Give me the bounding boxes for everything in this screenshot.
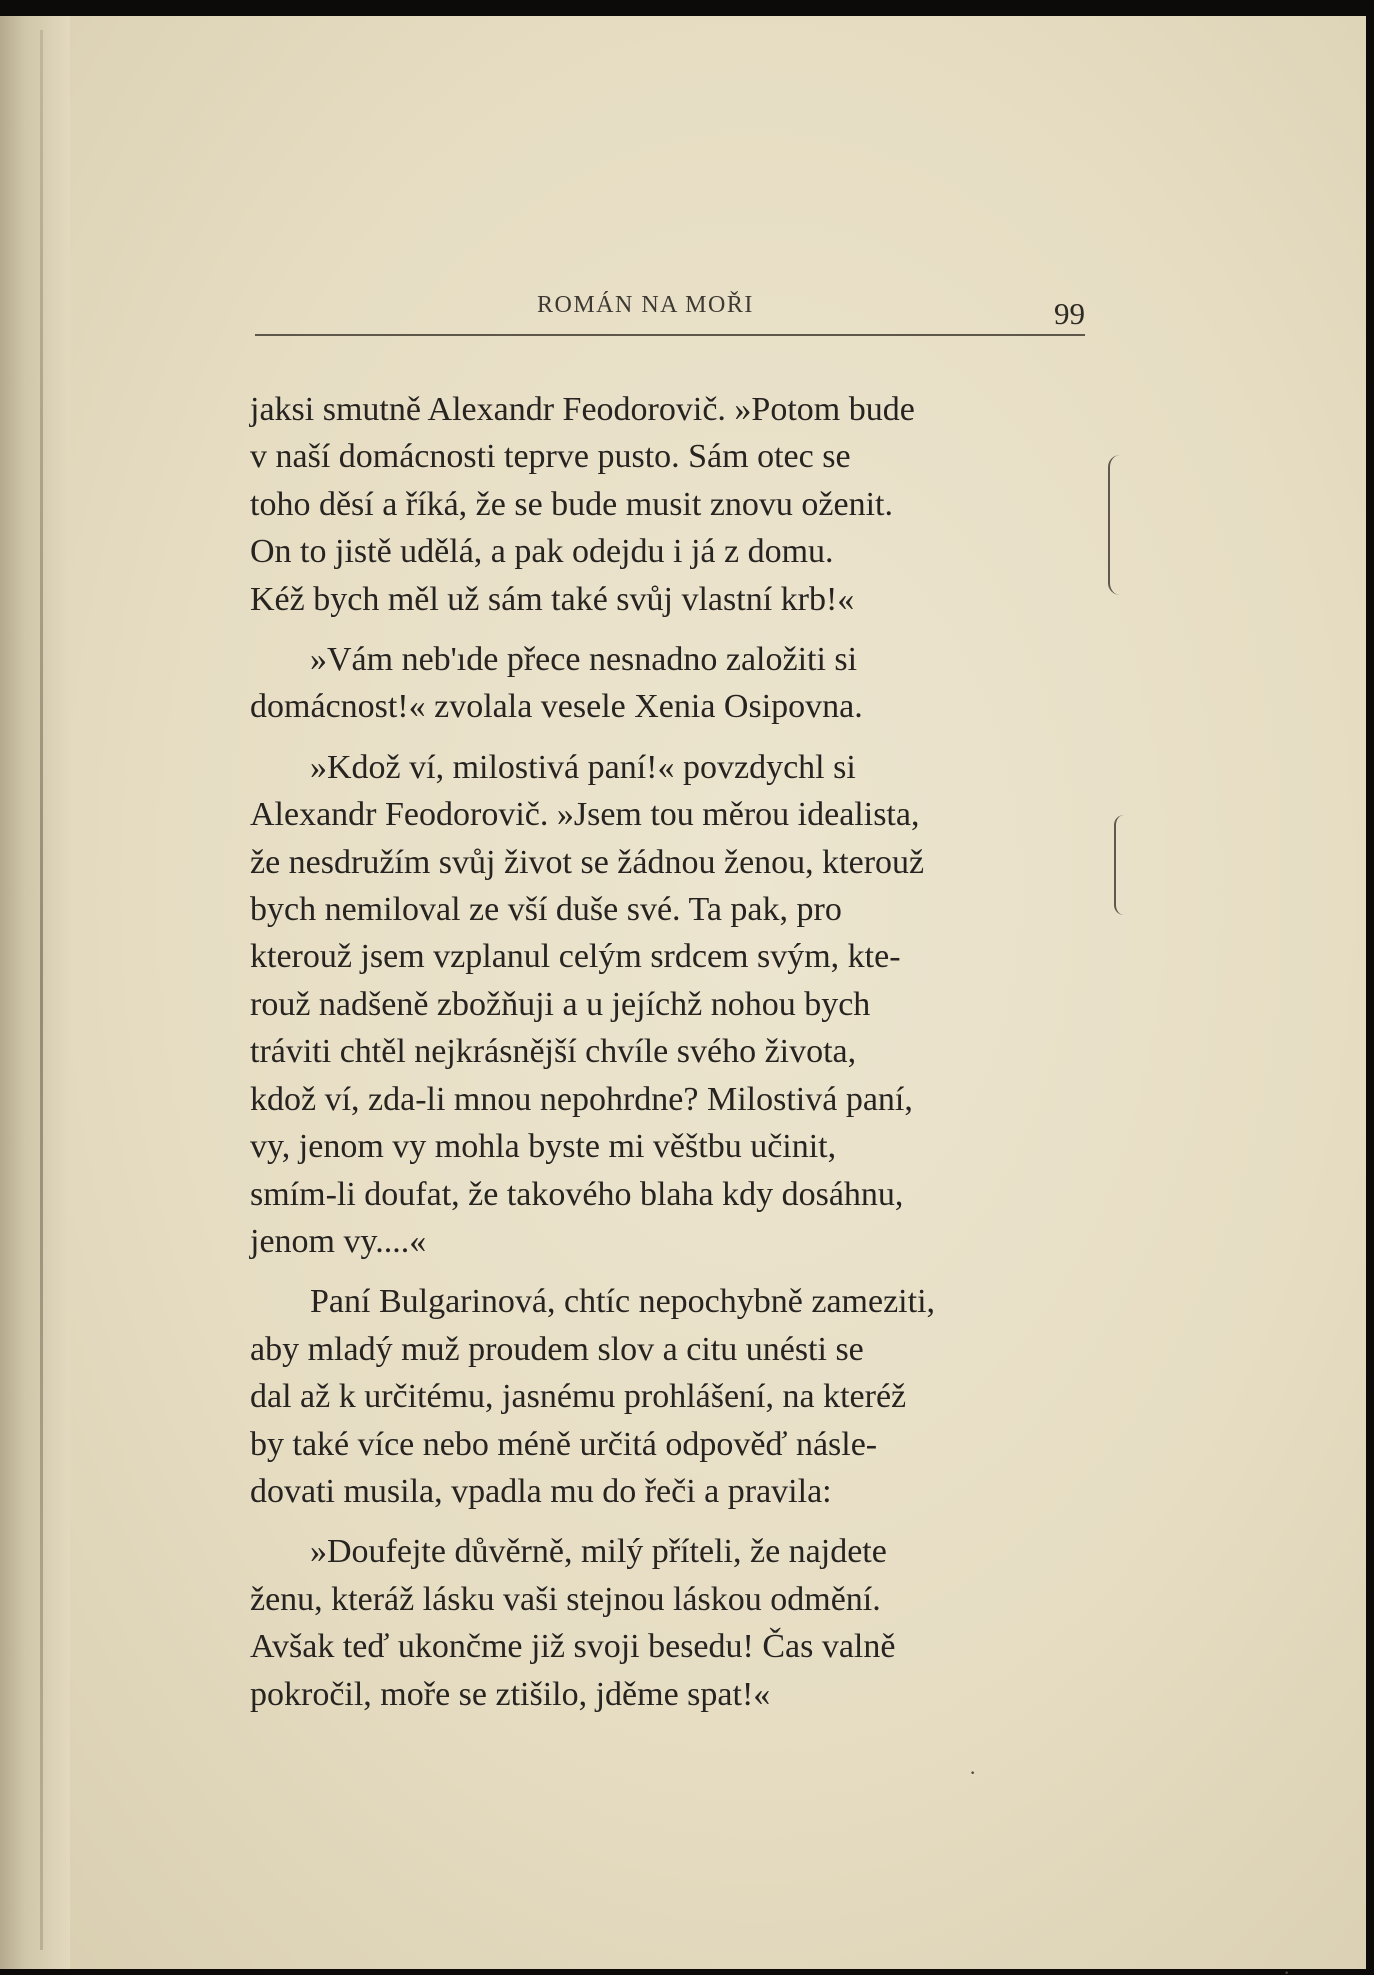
page-number: 99 [1054,296,1085,331]
paragraph [250,636,1086,731]
text-line: Kéž bych měl už sám také svůj vlastní krb!« [250,580,855,618]
text-line: by také více nebo méně určitá odpověď násle- [250,1425,878,1463]
text-line: v naší domácnosti teprve pusto. Sám otec se [250,438,851,476]
paragraph [250,1278,1086,1515]
running-title: ROMÁN NA MOŘI [537,292,754,318]
text-line: dovati musila, vpadla mu do řeči a pravila: [250,1472,832,1510]
text-line: kterouž jsem vzplanul celým srdcem svým, kte- [250,938,901,976]
paragraph [250,1528,1086,1718]
text-line: On to jistě udělá, a pak odejdu i já z domu. [250,533,834,571]
text-line: rouž nadšeně zbožňuji a u jejíchž nohou bych [250,985,871,1023]
text-line: ženu, kteráž lásku vaši stejnou láskou odmění. [250,1580,881,1618]
scan-border-top [0,0,1374,16]
text-line: »Kdož ví, milostivá paní!« povzdychl si [310,748,856,786]
scan-border-right [1366,0,1374,1975]
text-line: tráviti chtěl nejkrásnější chvíle svého života, [250,1033,857,1071]
ink-speck: · [969,1760,977,1785]
text-line: pokročil, moře se ztišilo, jděme spat!« [250,1675,771,1713]
text-line: »Vám neb'ıde přece nesnadno založiti si [310,641,858,679]
text-line: jaksi smutně Alexandr Feodorovič. »Potom bude [250,391,915,428]
text-line: domácnost!« zvolala vesele Xenia Osipovna. [250,688,863,726]
text-line: Alexandr Feodorovič. »Jsem tou měrou idealista, [250,796,920,834]
text-line: že nesdružím svůj život se žádnou ženou, kterouž [250,843,925,881]
text-line: toho děsí a říká, že se bude musit znovu oženit. [250,485,893,523]
paragraph [250,744,1086,1265]
running-header [255,286,1085,336]
margin-bracket-mark [1114,815,1124,915]
scan-border-bottom [0,1969,1374,1975]
text-line: kdož ví, zda-li mnou nepohrdne? Milostivá paní, [250,1080,913,1118]
text-line: jenom vy....« [250,1222,427,1260]
text-line: smím-li doufat, že takového blaha kdy dosáhnu, [250,1175,904,1213]
gutter-fold-line [40,30,43,1950]
text-line: vy, jenom vy mohla byste mi věštbu učinit, [250,1128,837,1166]
margin-bracket-mark [1108,455,1120,595]
text-line: Paní Bulgarinová, chtíc nepochybně zameziti, [310,1283,936,1321]
body-text [250,386,1086,1718]
paragraph [250,386,1086,623]
text-line: dal až k určitému, jasnému prohlášení, na kteréž [250,1378,907,1416]
page-gutter [0,0,70,1975]
ink-speck: · [1283,1960,1291,1975]
text-line: »Doufejte důvěrně, milý příteli, že najdete [310,1533,887,1571]
header-rule [255,334,1085,336]
text-line: bych nemiloval ze vší duše své. Ta pak, pro [250,891,842,929]
text-line: Avšak teď ukončme již svoji besedu! Čas valně [250,1628,896,1666]
text-line: aby mladý muž proudem slov a citu unésti se [250,1330,864,1368]
